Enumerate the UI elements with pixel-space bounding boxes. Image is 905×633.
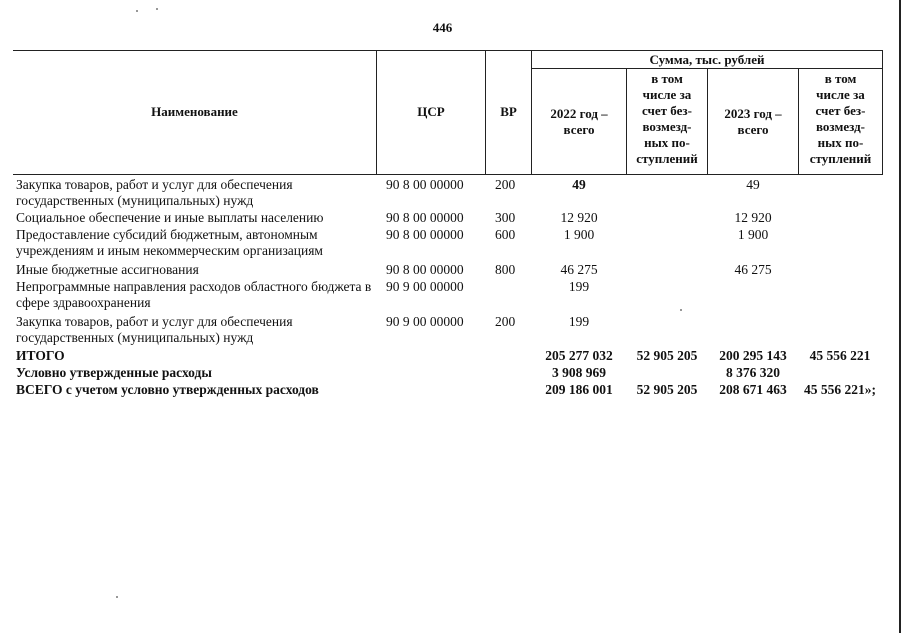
total-name: ИТОГО: [16, 348, 65, 363]
scan-speck: [156, 8, 158, 10]
row-name: Закупка товаров, работ и услуг для обеспечения государственных (муниципальных) нужд: [16, 314, 293, 345]
row-name: Социальное обеспечение и иные выплаты населению: [16, 210, 324, 225]
row-2022-total: 199: [568, 314, 590, 329]
row-csr: 90 8 00 00000: [386, 227, 464, 242]
row-2023-total: 46 275: [734, 262, 772, 277]
total-2023-total: 200 295 143: [719, 348, 787, 363]
total-2023-total: 8 376 320: [726, 365, 780, 380]
header-sum-group: Сумма, тыс. рублей: [649, 51, 765, 67]
row-vr: 600: [495, 227, 516, 242]
header-csr: ЦСР: [417, 104, 445, 119]
header-2022-total: 2022 год – всего: [550, 105, 608, 137]
total-2023-gratuitous: 45 556 221: [809, 348, 871, 363]
row-2022-total: 199: [568, 279, 590, 294]
row-name: Непрограммные направления расходов областного бюджета в сфере здравоохранения: [16, 279, 372, 310]
total-name: Условно утвержденные расходы: [16, 365, 212, 380]
total-name: ВСЕГО с учетом условно утвержденных расходов: [16, 382, 319, 397]
row-name: Закупка товаров, работ и услуг для обеспечения государственных (муниципальных) нужд: [16, 177, 293, 208]
header-vr: ВР: [500, 104, 517, 119]
row-2023-total: 1 900: [737, 227, 769, 242]
row-vr: 300: [495, 210, 516, 225]
row-2022-total: 1 900: [563, 227, 595, 242]
page-number: 446: [432, 20, 453, 35]
row-2022-total: 12 920: [560, 210, 598, 225]
row-csr: 90 9 00 00000: [386, 314, 464, 329]
scan-speck: [680, 309, 682, 311]
total-2023-total: 208 671 463: [719, 382, 787, 397]
row-2022-total: 46 275: [560, 262, 598, 277]
row-csr: 90 8 00 00000: [386, 177, 464, 192]
row-csr: 90 8 00 00000: [386, 210, 464, 225]
row-csr: 90 9 00 00000: [386, 279, 464, 294]
row-csr: 90 8 00 00000: [386, 262, 464, 277]
header-name: Наименование: [151, 104, 238, 119]
row-name: Иные бюджетные ассигнования: [16, 262, 199, 277]
total-2022-gratuitous: 52 905 205: [636, 382, 698, 397]
scan-speck: [136, 10, 138, 12]
row-2022-total: 49: [572, 177, 586, 192]
header-2022-gratuitous: в том числе за счет без- возмезд- ных по- ступлений: [636, 71, 698, 166]
row-name: Предоставление субсидий бюджетным, автономным учреждениям и иным некоммерческим организациям: [16, 227, 323, 258]
row-2023-total: 12 920: [734, 210, 772, 225]
total-2022-total: 3 908 969: [552, 365, 606, 380]
scan-speck: [116, 596, 118, 598]
header-2023-total: 2023 год – всего: [724, 105, 782, 137]
total-2023-gratuitous: 45 556 221»;: [804, 382, 876, 397]
row-vr: 800: [495, 262, 516, 277]
row-2023-total: 49: [746, 177, 760, 192]
header-2023-gratuitous: в том числе за счет без- возмезд- ных по- ступлений: [809, 71, 872, 166]
row-vr: 200: [495, 314, 516, 329]
total-2022-total: 209 186 001: [545, 382, 613, 397]
row-vr: 200: [495, 177, 516, 192]
total-2022-total: 205 277 032: [545, 348, 613, 363]
total-2022-gratuitous: 52 905 205: [636, 348, 698, 363]
